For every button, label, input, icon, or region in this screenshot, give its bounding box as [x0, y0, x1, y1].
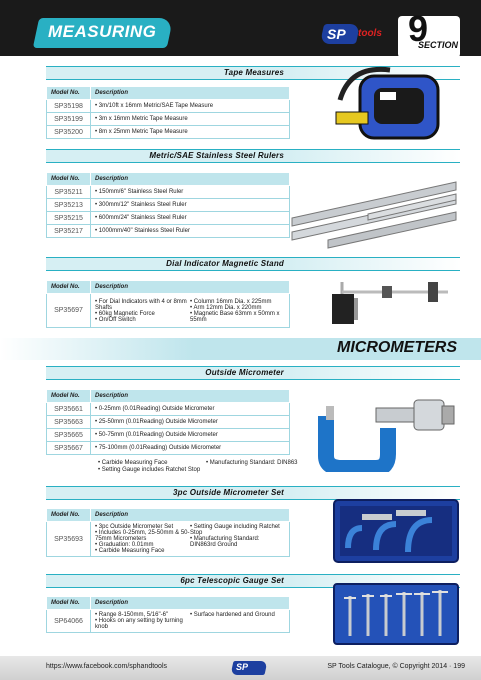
- col-desc-header: Description: [91, 509, 290, 522]
- magnetic-stand-image: [328, 278, 458, 330]
- page-footer: [0, 656, 481, 680]
- section-number: 9: [408, 8, 429, 49]
- feature-item: • Hooks on any setting by turning knob: [95, 618, 190, 630]
- table-header-row: [47, 281, 290, 294]
- table-row: [47, 113, 290, 126]
- page-header: [0, 0, 481, 56]
- feature-item: • 60kg Magnetic Force: [95, 311, 190, 317]
- feature-item: • For Dial Indicators with 4 or 8mm Shafts: [95, 299, 190, 311]
- dial-stand-title-bar: [46, 257, 290, 271]
- table-row: [47, 199, 290, 212]
- col-desc-header: Description: [91, 597, 290, 610]
- model-cell: SP35200: [47, 126, 91, 139]
- table-row: [47, 294, 290, 328]
- tape-measures-table: [46, 86, 290, 139]
- desc-cell: • 600mm/24" Stainless Steel Ruler: [91, 212, 290, 225]
- feature-item: • Surface hardened and Ground: [190, 612, 285, 618]
- model-cell: SP35217: [47, 225, 91, 238]
- logo-text: SP: [327, 26, 346, 42]
- rulers-title-bar: [46, 149, 290, 163]
- title-fade: [290, 257, 460, 271]
- rulers-title: Metric/SAE Stainless Steel Rulers: [149, 151, 284, 160]
- feature-item: • Manufacturing Standard: DIN863rd Ground: [190, 536, 285, 548]
- feature-item: • Magnetic Base 63mm x 50mm x 55mm: [190, 311, 285, 323]
- footer-copyright: SP Tools Catalogue, © Copyright 2014 · 199: [327, 663, 465, 670]
- model-cell: SP35665: [47, 429, 91, 442]
- outside-micrometer-title-bar: [46, 366, 290, 380]
- table-row: [47, 225, 290, 238]
- micrometer-notes-right: [206, 460, 298, 467]
- model-cell: SP35667: [47, 442, 91, 455]
- col-model-header: Model No.: [47, 597, 91, 610]
- desc-cell: • 3m/10ft x 16mm Metric/SAE Tape Measure: [91, 100, 290, 113]
- micrometer-set-title-bar: [46, 486, 290, 500]
- telescopic-title: 6pc Telescopic Gauge Set: [180, 576, 284, 585]
- table-row: [47, 186, 290, 199]
- micrometer-set-case-image: [332, 498, 460, 564]
- facebook-link[interactable]: https://www.facebook.com/sphandtools: [46, 663, 168, 670]
- tape-measure-image: [330, 60, 460, 142]
- micrometer-image: [316, 376, 460, 472]
- note-item: • Setting Gauge includes Ratchet Stop: [98, 467, 200, 474]
- table-row: [47, 100, 290, 113]
- micrometer-set-table: [46, 508, 290, 557]
- table-row: [47, 416, 290, 429]
- desc-cell: [91, 522, 290, 557]
- feature-item: • Arm 12mm Dia. x 220mm: [190, 305, 285, 311]
- outside-micrometer-table: [46, 389, 290, 455]
- note-item: • Carbide Measuring Face: [98, 460, 200, 467]
- col-model-header: Model No.: [47, 509, 91, 522]
- title-fade: [290, 149, 460, 163]
- desc-cell: [91, 294, 290, 328]
- model-cell: SP64066: [47, 610, 91, 633]
- desc-cell: • 300mm/12" Stainless Steel Ruler: [91, 199, 290, 212]
- model-cell: SP35198: [47, 100, 91, 113]
- feature-item: • Column 16mm Dia. x 225mm: [190, 299, 285, 305]
- table-header-row: [47, 390, 290, 403]
- dial-stand-title: Dial Indicator Magnetic Stand: [166, 259, 284, 268]
- rulers-image: [288, 170, 460, 252]
- col-model-header: Model No.: [47, 173, 91, 186]
- outside-micrometer-title: Outside Micrometer: [205, 368, 284, 377]
- table-row: [47, 429, 290, 442]
- dial-stand-table: [46, 280, 290, 328]
- model-cell: SP35211: [47, 186, 91, 199]
- tape-measures-title-bar: [46, 66, 290, 80]
- desc-cell: • 3m x 16mm Metric Tape Measure: [91, 113, 290, 126]
- table-header-row: [47, 173, 290, 186]
- feature-item: • Carbide Measuring Face: [95, 548, 190, 554]
- model-cell: SP35213: [47, 199, 91, 212]
- col-desc-header: Description: [91, 87, 290, 100]
- micrometer-notes-left: [98, 460, 200, 474]
- feature-item: • On/Off Switch: [95, 317, 190, 323]
- model-cell: SP35199: [47, 113, 91, 126]
- desc-cell: • 8m x 25mm Metric Tape Measure: [91, 126, 290, 139]
- desc-cell: • 0-25mm (0.01Reading) Outside Micrometer: [91, 403, 290, 416]
- rulers-table: [46, 172, 290, 238]
- feature-item: • Setting Gauge including Ratchet Stop: [190, 524, 285, 536]
- col-desc-header: Description: [91, 281, 290, 294]
- feature-item: • Graduation: 0.01mm: [95, 542, 190, 548]
- table-header-row: [47, 87, 290, 100]
- desc-cell: [91, 610, 290, 633]
- model-cell: SP35663: [47, 416, 91, 429]
- model-cell: SP35693: [47, 522, 91, 557]
- section-word: SECTION: [418, 40, 459, 50]
- desc-cell: • 25-50mm (0.01Reading) Outside Micrometer: [91, 416, 290, 429]
- table-row: [47, 610, 290, 633]
- table-row: [47, 522, 290, 557]
- col-desc-header: Description: [91, 173, 290, 186]
- feature-item: • Includes 0-25mm, 25-50mm & 50-75mm Micrometers: [95, 530, 190, 542]
- table-row: [47, 212, 290, 225]
- desc-cell: • 50-75mm (0.01Reading) Outside Micrometer: [91, 429, 290, 442]
- desc-cell: • 150mm/6" Stainless Steel Ruler: [91, 186, 290, 199]
- feature-item: • 3pc Outside Micrometer Set: [95, 524, 190, 530]
- footer-logo-text: SP: [236, 662, 249, 672]
- table-header-row: [47, 597, 290, 610]
- note-item: • Manufacturing Standard: DIN863: [206, 460, 298, 467]
- tape-measures-title: Tape Measures: [223, 68, 284, 77]
- col-desc-header: Description: [91, 390, 290, 403]
- page-title: MEASURING: [48, 22, 157, 41]
- col-model-header: Model No.: [47, 87, 91, 100]
- feature-item: • Range 8-150mm, 5/16"-6": [95, 612, 190, 618]
- col-model-header: Model No.: [47, 281, 91, 294]
- telescopic-gauge-image: [332, 582, 460, 646]
- model-cell: SP35697: [47, 294, 91, 328]
- telescopic-title-bar: [46, 574, 290, 588]
- model-cell: SP35661: [47, 403, 91, 416]
- table-row: [47, 442, 290, 455]
- logo-subtext: tools: [358, 28, 382, 39]
- model-cell: SP35215: [47, 212, 91, 225]
- table-row: [47, 126, 290, 139]
- telescopic-table: [46, 596, 290, 633]
- micrometers-banner-title: MICROMETERS: [337, 339, 457, 356]
- col-model-header: Model No.: [47, 390, 91, 403]
- desc-cell: • 75-100mm (0.01Reading) Outside Micrometer: [91, 442, 290, 455]
- micrometer-set-title: 3pc Outside Micrometer Set: [172, 488, 284, 497]
- table-row: [47, 403, 290, 416]
- brand-logo: [322, 24, 390, 46]
- table-header-row: [47, 509, 290, 522]
- desc-cell: • 1000mm/40" Stainless Steel Ruler: [91, 225, 290, 238]
